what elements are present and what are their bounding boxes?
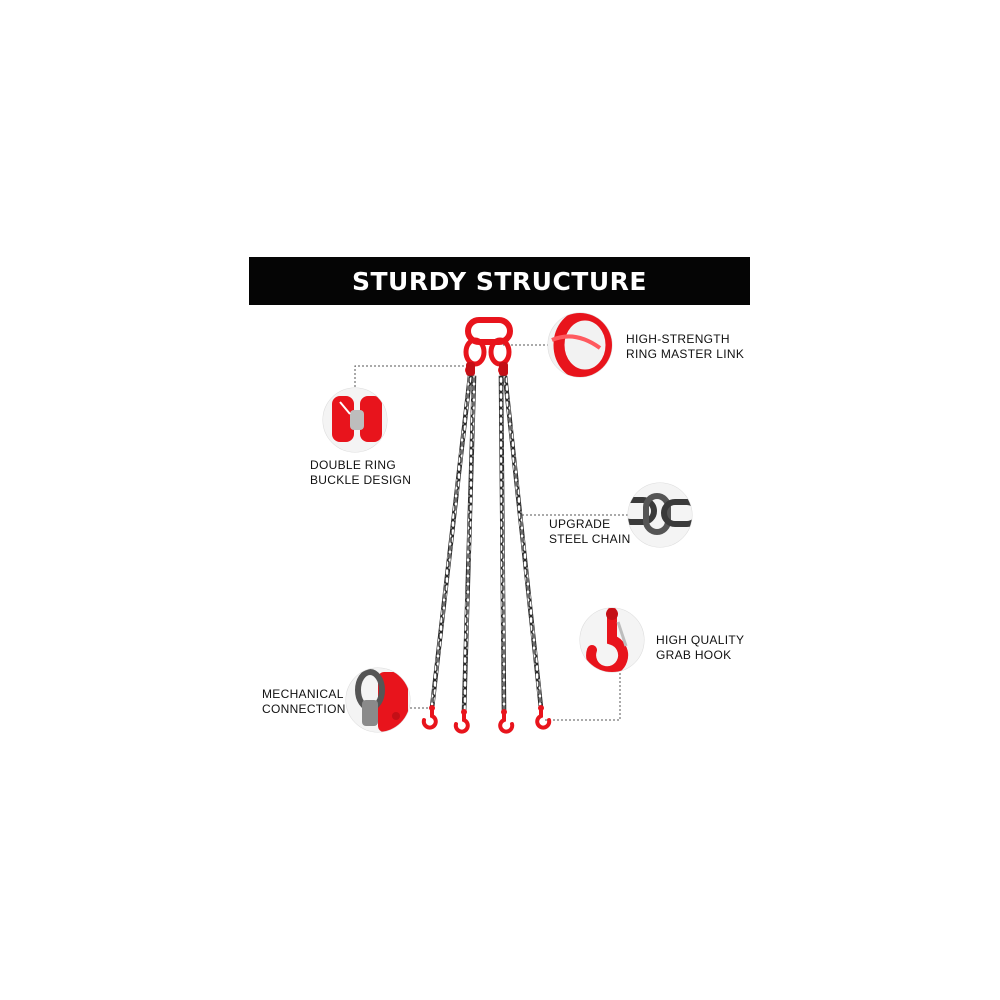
detail-connection: [346, 668, 410, 732]
leader-hook: [545, 672, 620, 720]
chain-leg-3: [499, 376, 506, 712]
label-chain-line2: STEEL CHAIN: [549, 532, 631, 546]
label-connection-line2: CONNECTION: [262, 702, 346, 716]
label-connection: [262, 687, 346, 717]
label-master-link-line2: RING MASTER LINK: [626, 347, 745, 361]
label-hook-line1: HIGH QUALITY: [656, 633, 745, 647]
banner-title: STURDY STRUCTURE: [352, 266, 647, 296]
label-hook: [656, 633, 744, 663]
chain-leg-4: [503, 376, 543, 708]
label-buckle-line1: DOUBLE RING: [310, 458, 396, 472]
chain-legs: [430, 376, 543, 712]
hooks: [424, 705, 549, 732]
detail-chain: [620, 483, 698, 547]
label-chain-line1: UPGRADE: [549, 517, 611, 531]
master-link: [465, 320, 510, 376]
detail-hook: [580, 608, 644, 672]
leader-buckle: [355, 366, 468, 388]
hook-3: [500, 709, 512, 732]
label-connection-line1: MECHANICAL: [262, 687, 344, 701]
label-master-link-line1: HIGH-STRENGTH: [626, 332, 730, 346]
detail-buckle: [323, 388, 387, 452]
label-buckle: [310, 458, 411, 488]
hook-1: [424, 705, 436, 728]
detail-master-link: [548, 313, 612, 377]
label-hook-line2: GRAB HOOK: [656, 648, 732, 662]
label-buckle-line2: BUCKLE DESIGN: [310, 473, 412, 487]
label-chain: [549, 517, 631, 547]
hook-2: [456, 709, 468, 732]
hook-4: [537, 705, 549, 728]
label-master-link: [626, 332, 744, 362]
